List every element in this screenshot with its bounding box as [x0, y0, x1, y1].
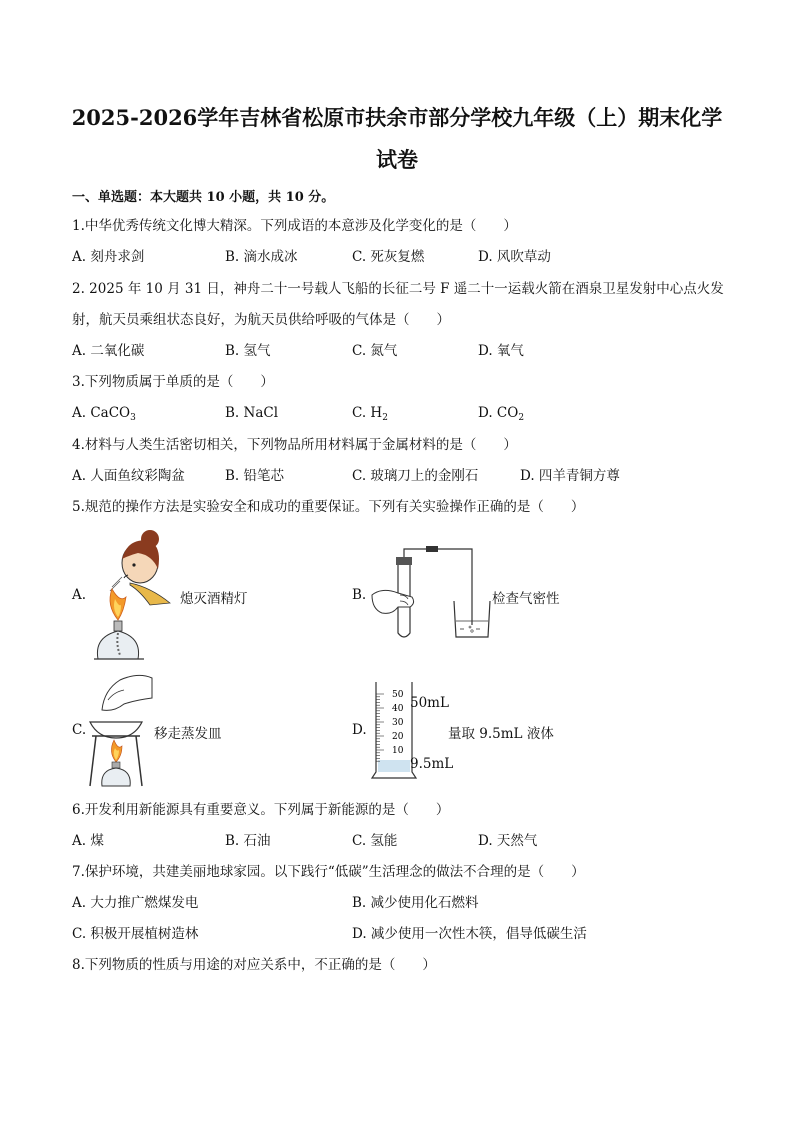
question-4-option-d: D. 四羊青铜方尊 — [520, 468, 620, 484]
cylinder-tick-label: 20 — [392, 732, 404, 742]
question-5-option-c-label: 移走蒸发皿 — [154, 726, 222, 742]
question-5-option-b-letter: B. — [352, 587, 367, 603]
question-5-stem: 5.规范的操作方法是实验安全和成功的重要保证。下列有关实验操作正确的是（ ） — [72, 499, 585, 515]
question-1-option-d: D. 风吹草动 — [478, 249, 551, 265]
cylinder-tick-label: 40 — [392, 704, 404, 714]
question-6-option-a: A. 煤 — [72, 833, 104, 849]
question-7-stem: 7.保护环境，共建美丽地球家园。以下践行“低碳”生活理念的做法不合理的是（ ） — [72, 864, 585, 880]
question-1-option-b: B. 滴水成冰 — [225, 249, 298, 265]
question-3-option-c — [352, 404, 388, 427]
question-3-stem: 3.下列物质属于单质的是（ ） — [72, 374, 274, 390]
cylinder-tick-label: 50 — [392, 690, 404, 700]
cylinder-tick-label: 30 — [392, 718, 404, 728]
option-text: C. H — [352, 405, 383, 421]
cylinder-tick-label: 10 — [392, 746, 404, 756]
section-heading: 一、单选题：本大题共 10 小题，共 10 分。 — [72, 190, 335, 205]
question-4-option-c: C. 玻璃刀上的金刚石 — [352, 468, 479, 484]
question-6-option-d: D. 天然气 — [478, 833, 538, 849]
exam-title: 2025-2026学年吉林省松原市扶余市部分学校九年级（上）期末化学 — [71, 105, 723, 130]
cylinder-50ml-marker: 50mL — [410, 695, 449, 711]
question-6-stem: 6.开发利用新能源具有重要意义。下列属于新能源的是（ ） — [72, 802, 450, 818]
question-2-option-c: C. 氮气 — [352, 343, 398, 359]
question-2-option-a: A. 二氧化碳 — [72, 343, 145, 359]
airtightness-check-illustration — [368, 545, 498, 645]
question-5-option-d-letter: D. — [352, 722, 367, 738]
question-6-option-b: B. 石油 — [225, 833, 271, 849]
subscript: 2 — [518, 413, 525, 423]
question-3-option-b: B. NaCl — [225, 405, 279, 421]
question-4-stem: 4.材料与人类生活密切相关，下列物品所用材料属于金属材料的是（ ） — [72, 437, 517, 453]
question-7-option-a: A. 大力推广燃煤发电 — [72, 895, 199, 911]
question-7-option-c: C. 积极开展植树造林 — [72, 926, 199, 942]
option-text: A. CaCO — [72, 405, 131, 421]
question-2-option-b: B. 氢气 — [225, 343, 271, 359]
question-6-option-c: C. 氢能 — [352, 833, 398, 849]
question-5-option-b-label: 检查气密性 — [492, 591, 560, 607]
question-1-option-a: A. 刻舟求剑 — [72, 249, 145, 265]
option-text: D. CO — [478, 405, 519, 421]
subscript: 2 — [382, 413, 388, 423]
question-4-option-a: A. 人面鱼纹彩陶盆 — [72, 468, 185, 484]
question-1-option-c: C. 死灰复燃 — [352, 249, 425, 265]
evaporating-dish-illustration — [84, 670, 156, 788]
question-7-option-d: D. 减少使用一次性木筷，倡导低碳生活 — [352, 926, 587, 942]
question-4-option-b: B. 铅笔芯 — [225, 468, 285, 484]
question-7-option-b: B. 减少使用化石燃料 — [352, 895, 479, 911]
question-5-option-d-label: 量取 9.5mL 液体 — [448, 726, 554, 742]
question-5-option-a-label: 熄灭酒精灯 — [180, 591, 248, 607]
cylinder-9-5ml-marker: 9.5mL — [410, 756, 454, 772]
question-2-option-d: D. 氧气 — [478, 343, 524, 359]
question-3-option-a — [72, 404, 136, 427]
question-2-stem-line1: 2. 2025 年 10 月 31 日，神舟二十一号载人飞船的长征二号 F 遥二十一运载火箭在酒泉卫星发射中心点火发 — [72, 281, 724, 297]
girl-blowing-lamp-illustration — [90, 525, 180, 665]
subscript: 3 — [130, 413, 136, 423]
question-5-option-a-letter: A. — [72, 587, 87, 603]
question-8-stem: 8.下列物质的性质与用途的对应关系中，不正确的是（ ） — [72, 957, 436, 973]
question-3-option-d — [478, 404, 524, 427]
question-5-option-c-letter: C. — [72, 722, 87, 738]
exam-title-continued: 试卷 — [376, 147, 418, 172]
question-2-stem-line2: 射，航天员乘组状态良好，为航天员供给呼吸的气体是（ ） — [72, 312, 450, 328]
question-1-stem: 1.中华优秀传统文化博大精深。下列成语的本意涉及化学变化的是（ ） — [72, 218, 517, 234]
